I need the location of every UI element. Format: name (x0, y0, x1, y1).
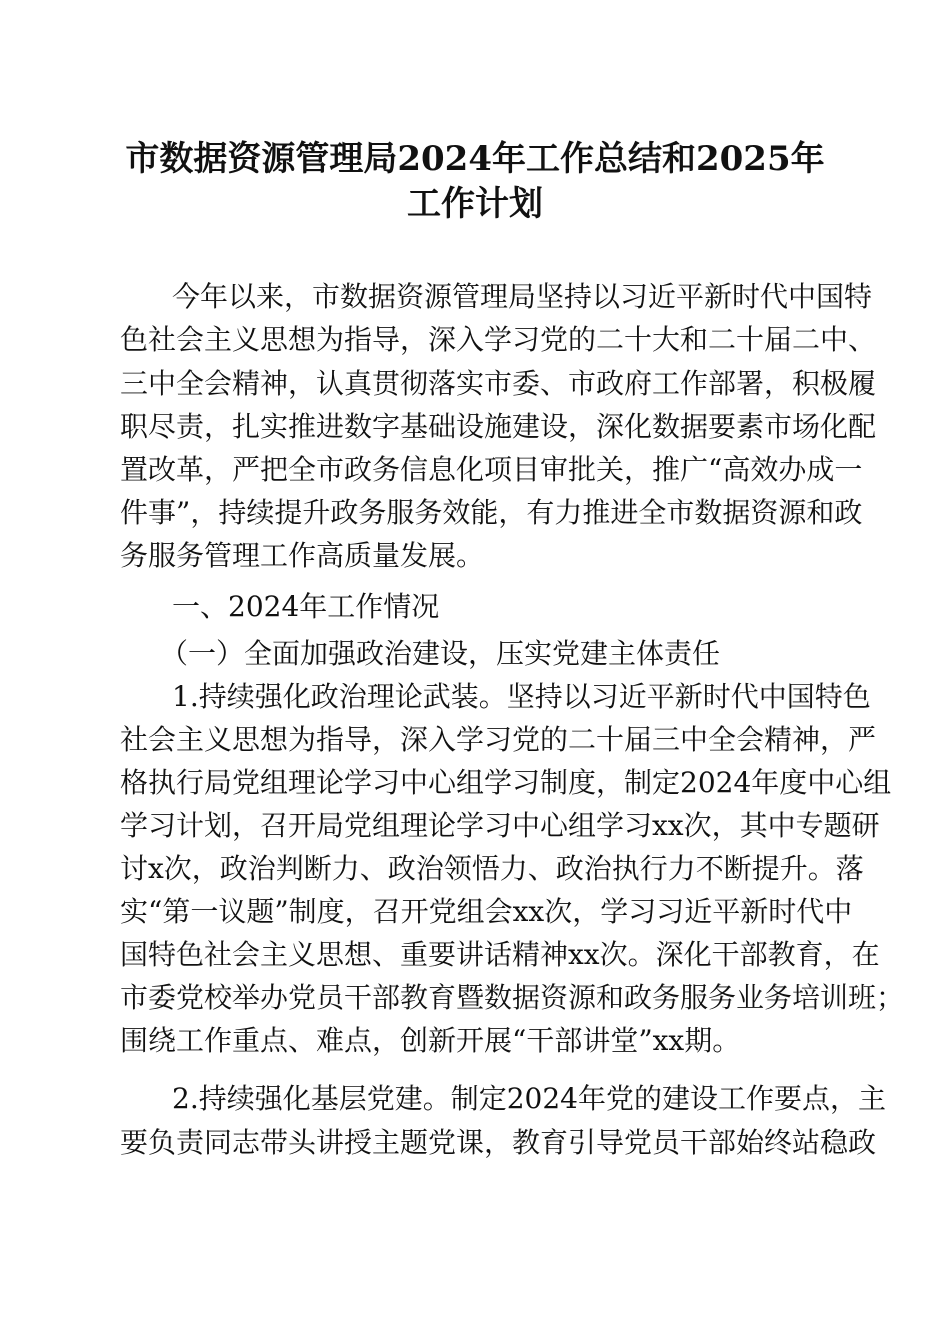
text-line: 实“第一议题”制度，召开党组会xx次，学习习近平新时代中 (120, 895, 853, 928)
text-line: 今年以来，市数据资源管理局坚持以习近平新时代中国特 (172, 280, 873, 313)
text-line: 件事”，持续提升政务服务效能，有力推进全市数据资源和政 (120, 496, 863, 529)
text-line: 务服务管理工作高质量发展。 (120, 539, 485, 572)
text-line: 2.持续强化基层党建。制定2024年党的建设工作要点，主 (172, 1082, 886, 1115)
subsection-heading: （一）全面加强政治建设，压实党建主体责任 (160, 637, 721, 670)
text-line: 学习计划，召开局党组理论学习中心组学习xx次，其中专题研 (120, 809, 880, 842)
document-title-line-2: 工作计划 (407, 184, 543, 224)
text-line: 社会主义思想为指导，深入学习党的二十届三中全会精神，严 (120, 723, 877, 756)
text-line: 格执行局党组理论学习中心组学习制度，制定2024年度中心组 (120, 766, 892, 799)
text-line: 1.持续强化政治理论武装。坚持以习近平新时代中国特色 (172, 680, 871, 713)
text-line: 围绕工作重点、难点，创新开展“干部讲堂”xx期。 (120, 1024, 741, 1057)
document-title (60, 137, 890, 227)
text-line: 讨x次，政治判断力、政治领悟力、政治执行力不断提升。落 (120, 852, 864, 885)
text-line: 三中全会精神，认真贯彻落实市委、市政府工作部署，积极履 (120, 367, 877, 400)
text-line: 市委党校举办党员干部教育暨数据资源和政务服务业务培训班； (120, 981, 905, 1014)
text-line: 要负责同志带头讲授主题党课，教育引导党员干部始终站稳政 (120, 1126, 877, 1159)
text-line: 色社会主义思想为指导，深入学习党的二十大和二十届二中、 (120, 323, 877, 356)
text-line: 置改革，严把全市政务信息化项目审批关，推广“高效办成一 (120, 453, 863, 486)
text-line: 职尽责，扎实推进数字基础设施建设，深化数据要素市场化配 (120, 410, 877, 443)
document-title-line-1: 市数据资源管理局2024年工作总结和2025年 (125, 139, 825, 179)
text-line: 国特色社会主义思想、重要讲话精神xx次。深化干部教育，在 (120, 938, 880, 971)
section-heading: 一、2024年工作情况 (172, 590, 440, 623)
